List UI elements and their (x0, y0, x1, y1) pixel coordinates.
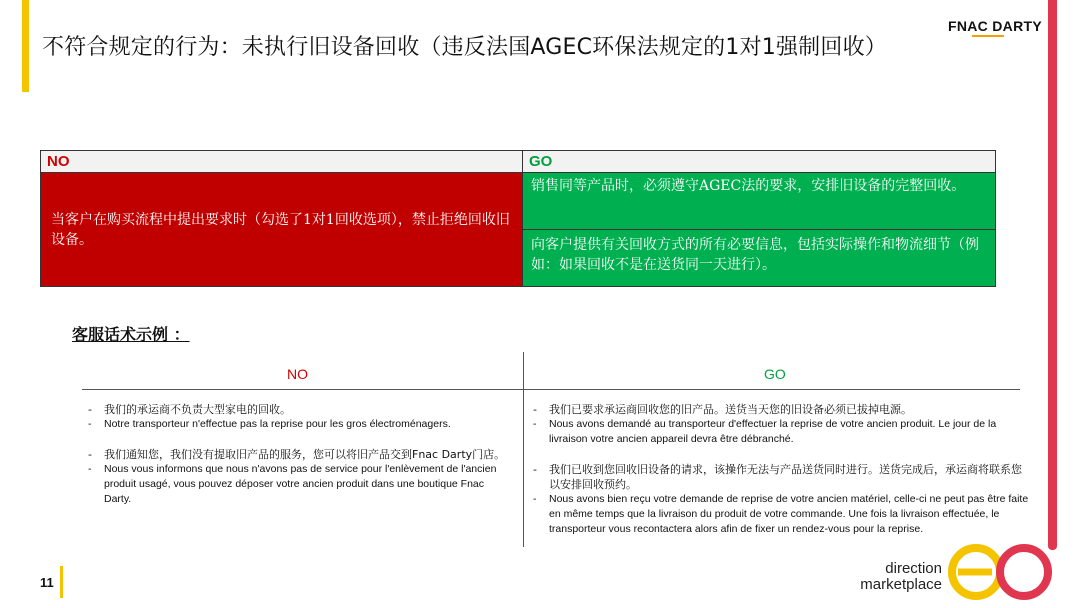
rule-table (40, 150, 996, 287)
list-item: - 我们的承运商不负责大型家电的回收。 (88, 403, 291, 416)
list-item: - Nous avons bien reçu votre demande de reprise de votre ancien matériel, celle-ci ne peut pas être faite en même temps que la livraison du produit de votre commande. Une fois la livraison effectuée, le transporteur vous recontactera alors afin de fixer un rendez-vous pour la reprise. (533, 493, 1029, 535)
page-number: 11 (40, 575, 54, 590)
script-column-divider (523, 352, 524, 547)
script-go-item-1: 我们已要求承运商回收您的旧产品。送货当天您的旧设备必须已拔掉电源。 (549, 403, 912, 416)
brand-logo-text: FNAC DARTY (948, 18, 1042, 34)
rule-no-text: 当客户在购买流程中提出要求时（勾选了1对1回收选项），禁止拒绝回收旧设备。 (51, 211, 510, 248)
footer-brand-line-2: marketplace (860, 576, 942, 593)
script-header-divider (82, 389, 1020, 390)
side-decoration-line (1048, 0, 1057, 550)
rule-table-no-header: NO (41, 151, 523, 173)
script-examples-heading: 客服话术示例 ： (72, 325, 190, 344)
footer-brand-text (850, 561, 942, 593)
list-item: - Nous vous informons que nous n'avons pas de service pour l'enlèvement de l'ancien produit usagé, vous pouvez déposer votre ancien produit dans une boutique Fnac Darty. (88, 463, 497, 505)
list-item: - 我们已要求承运商回收您的旧产品。送货当天您的旧设备必须已拔掉电源。 (533, 403, 912, 416)
list-item: - 我们已收到您回收旧设备的请求，该操作无法与产品送货同时进行。送货完成后，承运商将联系您以安排回收预约。 (533, 463, 1022, 491)
footer-brand-line-1: direction (885, 560, 942, 577)
rule-table-no-cell (41, 173, 523, 286)
script-go-item-3: 我们已收到您回收旧设备的请求，该操作无法与产品送货同时进行。送货完成后，承运商将联系您以安排回收预约。 (549, 463, 1022, 491)
script-no-column (88, 402, 508, 507)
script-no-item-2: Notre transporteur n'effectue pas la reprise pour les gros électroménagers. (104, 418, 451, 430)
slide-title: 不符合规定的行为：未执行旧设备回收（违反法国AGEC环保法规定的1对1强制回收） (42, 35, 887, 60)
rule-table-go-header: GO (523, 151, 995, 173)
rule-table-go-cell-2: 向客户提供有关回收方式的所有必要信息，包括实际操作和物流细节（例如：如果回收不是在送货同一天进行）。 (523, 230, 995, 286)
script-no-item-4: Nous vous informons que nous n'avons pas de service pour l'enlèvement de l'ancien produit usagé, vous pouvez déposer votre ancien produit dans une boutique Fnac Darty. (104, 463, 497, 505)
script-go-header: GO (764, 366, 786, 382)
script-no-item-1: 我们的承运商不负责大型家电的回收。 (104, 403, 291, 416)
script-go-column (533, 402, 1029, 537)
title-accent-bar (22, 0, 29, 92)
list-item: - Nous avons demandé au transporteur d'effectuer la reprise de votre ancien produit. Le jour de la livraison votre ancien appareil devra être débranché. (533, 418, 997, 445)
script-go-item-2: Nous avons demandé au transporteur d'effectuer la reprise de votre ancien produit. Le jour de la livraison votre ancien appareil devra être débranché. (549, 418, 997, 445)
script-no-header: NO (287, 366, 308, 382)
list-item: - Notre transporteur n'effectue pas la reprise pour les gros électroménagers. (88, 418, 451, 430)
brand-underline (972, 35, 1004, 37)
script-no-item-3: 我们通知您，我们没有提取旧产品的服务，您可以将旧产品交到Fnac Darty门店。 (104, 448, 506, 461)
list-item: - 我们通知您，我们没有提取旧产品的服务，您可以将旧产品交到Fnac Darty门店。 (88, 448, 506, 461)
rule-table-go-cell-1: 销售同等产品时，必须遵守AGEC法的要求，安排旧设备的完整回收。 (523, 173, 995, 230)
page-number-bar (60, 566, 63, 598)
direction-marketplace-logo-icon (946, 540, 1058, 604)
script-go-item-4: Nous avons bien reçu votre demande de reprise de votre ancien matériel, celle-ci ne peut pas être faite en même temps que la livraison du produit de votre commande. Une fois la livraison effectuée, le transporteur vous recontactera alors afin de fixer un rendez-vous pour la reprise. (549, 493, 1029, 535)
